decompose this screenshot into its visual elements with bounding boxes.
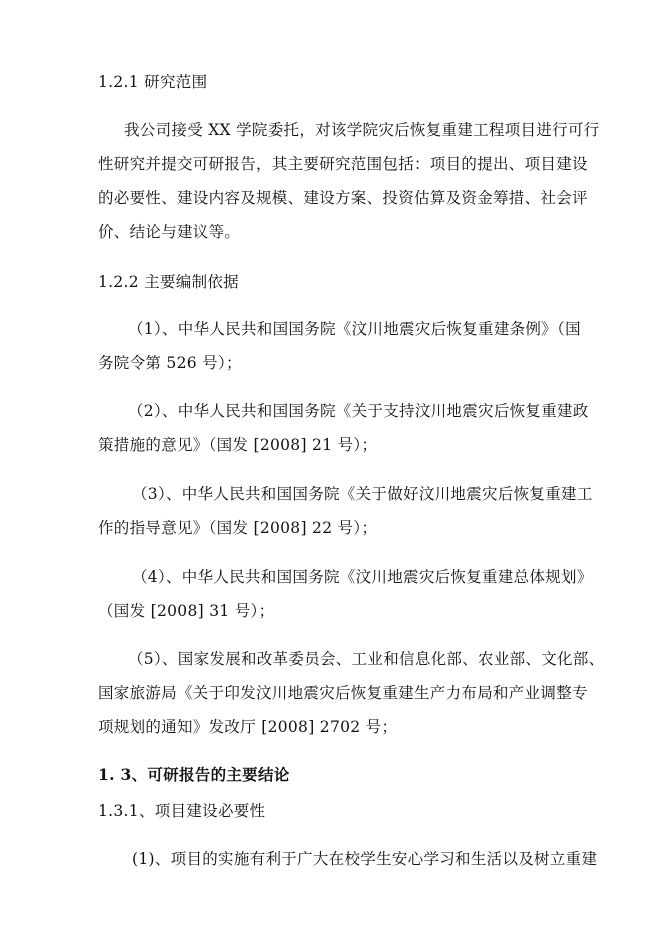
list-item-line: 务院令第 526 号）；: [98, 354, 242, 372]
heading-1-3-1: 1.3.1、项目建设必要性: [98, 802, 266, 820]
heading-1-3: 1. 3、可研报告的主要结论: [98, 765, 290, 784]
list-item-line: 国家旅游局《关于印发汶川地震灾后恢复重建生产力布局和产业调整专: [98, 684, 588, 702]
list-item-line: （5）、国家发展和改革委员会、工业和信息化部、农业部、文化部、: [128, 650, 605, 668]
list-item-line: 策措施的意见》（国发 [2008] 21 号）；: [98, 436, 378, 454]
list-item-line: 作的指导意见》（国发 [2008] 22 号）；: [98, 519, 378, 537]
paragraph-line: (1)、项目的实施有利于广大在校学生安心学习和生活以及树立重建: [132, 850, 598, 868]
heading-1-2-1: 1.2.1 研究范围: [98, 73, 208, 91]
list-item-line: （3）、中华人民共和国国务院《关于做好汶川地震灾后恢复重建工: [132, 485, 593, 503]
list-item-line: （1）、中华人民共和国国务院《汶川地震灾后恢复重建条例》（国: [128, 320, 581, 338]
paragraph-line: 价、结论与建议等。: [98, 223, 241, 241]
list-item-line: （国发 [2008] 31 号）；: [98, 602, 275, 620]
paragraph-line: 的必要性、建设内容及规模、建设方案、投资估算及资金筹措、社会评: [98, 189, 588, 207]
list-item-line: 项规划的通知》发改厅 [2008] 2702 号；: [98, 718, 398, 736]
paragraph-line: 性研究并提交可研报告，其主要研究范围包括：项目的提出、项目建设: [98, 155, 588, 173]
list-item-line: （4）、中华人民共和国国务院《汶川地震灾后恢复重建总体规划》: [132, 568, 593, 586]
heading-1-2-2: 1.2.2 主要编制依据: [98, 273, 239, 291]
paragraph-line: 我公司接受 XX 学院委托，对该学院灾后恢复重建工程项目进行可行: [124, 121, 600, 139]
list-item-line: （2）、中华人民共和国国务院《关于支持汶川地震灾后恢复重建政: [128, 402, 589, 420]
